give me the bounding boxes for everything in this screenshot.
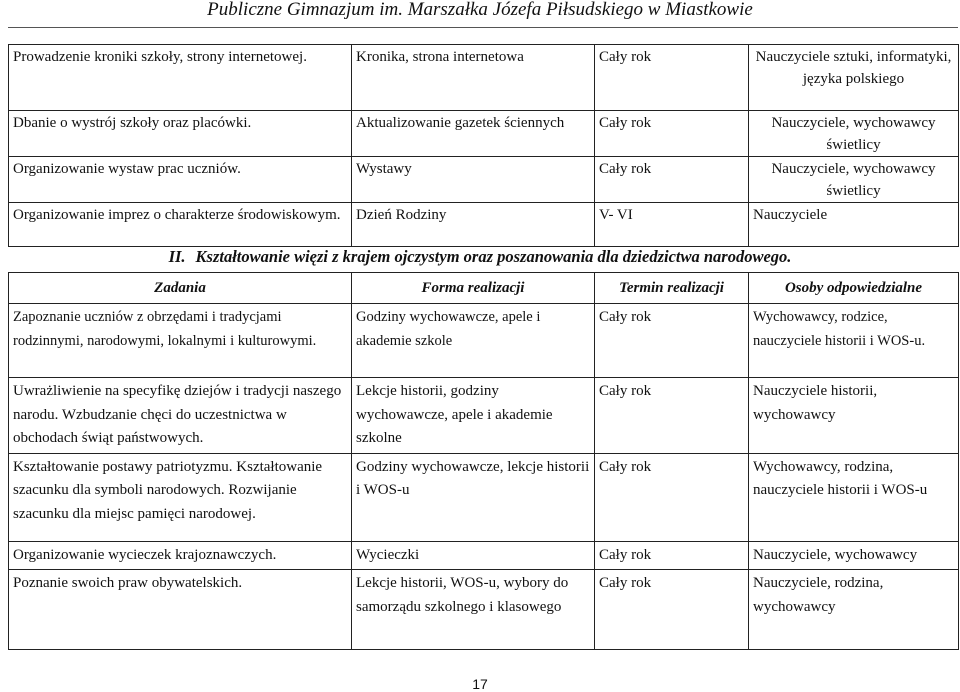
task-cell: Organizowanie imprez o charakterze środowiskowym.	[9, 203, 352, 247]
responsible-cell: Nauczyciele historii, wychowawcy	[749, 378, 959, 454]
form-cell: Lekcje historii, godziny wychowawcze, apele i akademie szkolne	[352, 378, 595, 454]
column-header: Osoby odpowiedzialne	[749, 273, 959, 304]
term-cell: Cały rok	[595, 45, 749, 111]
responsible-cell: Wychowawcy, rodzice, nauczyciele historii i WOS-u.	[749, 304, 959, 378]
page-number: 17	[472, 676, 488, 692]
responsible-cell: Wychowawcy, rodzina, nauczyciele historii i WOS-u	[749, 453, 959, 541]
activities-table-2	[8, 272, 959, 650]
form-cell: Godziny wychowawcze, apele i akademie szkole	[352, 304, 595, 378]
table-row	[9, 541, 959, 570]
header-divider	[8, 27, 958, 28]
column-header: Zadania	[9, 273, 352, 304]
table-row	[9, 111, 959, 157]
form-cell: Lekcje historii, WOS-u, wybory do samorządu szkolnego i klasowego	[352, 570, 595, 650]
task-cell: Organizowanie wystaw prac uczniów.	[9, 157, 352, 203]
form-cell: Dzień Rodziny	[352, 203, 595, 247]
term-cell: Cały rok	[595, 157, 749, 203]
table-row	[9, 570, 959, 650]
table-row	[9, 378, 959, 454]
responsible-cell: Nauczyciele, wychowawcy	[749, 541, 959, 570]
table-row	[9, 453, 959, 541]
form-cell: Wycieczki	[352, 541, 595, 570]
term-cell: V- VI	[595, 203, 749, 247]
term-cell: Cały rok	[595, 378, 749, 454]
task-cell: Zapoznanie uczniów z obrzędami i tradycjami rodzinnymi, narodowymi, lokalnymi i kulturowymi.	[9, 304, 352, 378]
responsible-cell: Nauczyciele, rodzina, wychowawcy	[749, 570, 959, 650]
responsible-cell: Nauczyciele	[749, 203, 959, 247]
task-cell: Kształtowanie postawy patriotyzmu. Kształtowanie szacunku dla symboli narodowych. Rozwijanie szacunku dla miejsc pamięci narodowej.	[9, 453, 352, 541]
table-row	[9, 203, 959, 247]
term-cell: Cały rok	[595, 453, 749, 541]
table-header-row	[9, 273, 959, 304]
form-cell: Godziny wychowawcze, lekcje historii i WOS-u	[352, 453, 595, 541]
table-row	[9, 157, 959, 203]
table-row	[9, 304, 959, 378]
column-header: Termin realizacji	[595, 273, 749, 304]
table-row	[9, 45, 959, 111]
form-cell: Kronika, strona internetowa	[352, 45, 595, 111]
term-cell: Cały rok	[595, 111, 749, 157]
responsible-cell: Nauczyciele sztuki, informatyki, języka polskiego	[749, 45, 959, 111]
task-cell: Prowadzenie kroniki szkoły, strony internetowej.	[9, 45, 352, 111]
term-cell: Cały rok	[595, 304, 749, 378]
task-cell: Poznanie swoich praw obywatelskich.	[9, 570, 352, 650]
section-number: II.	[168, 247, 186, 266]
section-heading	[0, 247, 960, 267]
term-cell: Cały rok	[595, 541, 749, 570]
form-cell: Wystawy	[352, 157, 595, 203]
task-cell: Dbanie o wystrój szkoły oraz placówki.	[9, 111, 352, 157]
form-cell: Aktualizowanie gazetek ściennych	[352, 111, 595, 157]
activities-table-1	[8, 44, 959, 247]
term-cell: Cały rok	[595, 570, 749, 650]
task-cell: Uwrażliwienie na specyfikę dziejów i tradycji naszego narodu. Wzbudzanie chęci do uczestnictwa w obchodach świąt państwowych.	[9, 378, 352, 454]
responsible-cell: Nauczyciele, wychowawcy świetlicy	[749, 111, 959, 157]
section-title: Kształtowanie więzi z krajem ojczystym oraz poszanowania dla dziedzictwa narodowego.	[195, 247, 792, 266]
responsible-cell: Nauczyciele, wychowawcy świetlicy	[749, 157, 959, 203]
page-header: Publiczne Gimnazjum im. Marszałka Józefa Piłsudskiego w Miastkowie	[207, 0, 753, 20]
task-cell: Organizowanie wycieczek krajoznawczych.	[9, 541, 352, 570]
column-header: Forma realizacji	[352, 273, 595, 304]
